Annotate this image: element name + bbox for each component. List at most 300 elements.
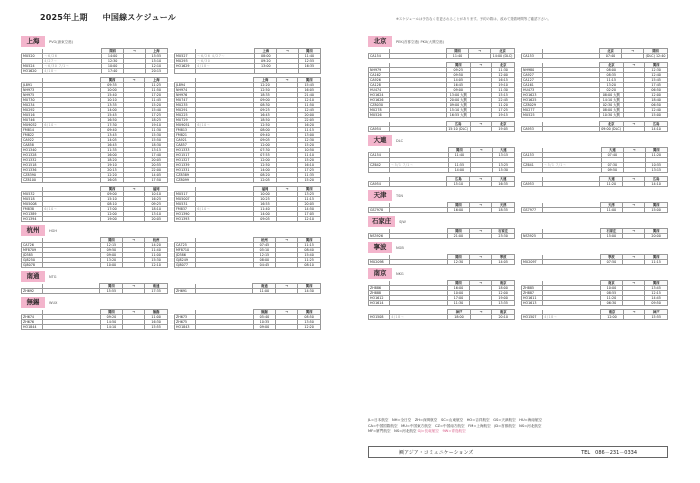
arrival-time: 18:35 xyxy=(492,208,515,213)
header-cell: → xyxy=(623,255,645,260)
flight-row xyxy=(522,301,668,306)
flight-number: MU525 xyxy=(522,113,543,118)
departure-time: 14:00 xyxy=(101,54,123,59)
flight-number xyxy=(175,69,196,74)
header-cell: 天津 xyxy=(600,203,623,208)
arrow-cell xyxy=(470,315,492,320)
arrival-time: 11:30 xyxy=(145,128,168,133)
flight-number: CA153 xyxy=(522,54,543,59)
operating-period: 4/18〜 xyxy=(43,69,102,74)
flight-number: ZH676 xyxy=(22,320,43,325)
operating-period xyxy=(389,168,448,173)
header-cell: 関西 xyxy=(298,78,321,83)
flight-row xyxy=(22,217,168,222)
departure-time: 20:00 大興 xyxy=(447,98,471,103)
flight-number: MU531 xyxy=(175,202,196,207)
departure-time: 09:05 xyxy=(254,217,277,222)
departure-time: 11:00 xyxy=(253,289,276,294)
flight-number: CA726 xyxy=(22,243,43,248)
departure-time: 16:05 xyxy=(101,178,124,183)
operating-period xyxy=(196,69,255,74)
section-header xyxy=(368,190,668,201)
flight-row xyxy=(522,234,668,239)
operating-period: 〜5/1 7/1〜 xyxy=(542,163,601,168)
header-cell: → xyxy=(123,187,145,192)
flight-number: HO1625 xyxy=(522,98,543,103)
flight-number: MU9052 xyxy=(22,123,43,128)
flight-number: HO1611 xyxy=(522,296,543,301)
header-cell: 関西 xyxy=(298,49,320,54)
arrow-cell xyxy=(469,54,491,59)
header-cell: 広島 xyxy=(645,122,668,127)
flight-number: GJ8249 xyxy=(175,258,196,263)
arrow-cell xyxy=(470,127,492,132)
departure-time: 12:15 xyxy=(100,243,123,248)
route-section xyxy=(21,186,321,222)
arrival-time: 16:25 xyxy=(145,197,168,202)
arrival-time: (DLC) 12:40 xyxy=(644,54,668,59)
timetable xyxy=(174,186,321,222)
city-name: 天津 xyxy=(368,190,392,201)
header-cell: → xyxy=(470,122,492,127)
arrival-time: 15:20 xyxy=(298,178,321,183)
section-header xyxy=(21,271,321,282)
flight-number: NS3926 xyxy=(369,234,390,239)
arrival-time: 08:10 xyxy=(298,263,321,268)
timetable xyxy=(521,121,668,132)
departure-time: 12:00 xyxy=(254,158,277,163)
flight-number: FM813 xyxy=(175,128,196,133)
departure-time: 17:00 xyxy=(447,296,470,301)
flight-number: HO1393 xyxy=(175,217,196,222)
flight-row xyxy=(522,182,668,187)
arrival-time: 08:40 xyxy=(298,248,321,253)
flight-number: CA954 xyxy=(369,127,390,132)
departure-time: 16:55 大興 xyxy=(447,113,471,118)
header-cell: 北京 xyxy=(600,63,624,68)
header-cell: 関西 xyxy=(100,284,123,289)
header-cell: 関西 xyxy=(645,281,668,286)
arrow-cell xyxy=(277,69,298,74)
header-cell: → xyxy=(623,177,645,182)
flight-number: MU747 xyxy=(175,98,196,103)
departure-time: 11:00 xyxy=(600,208,623,213)
timetable xyxy=(368,176,515,187)
departure-time: 09:50 xyxy=(100,248,123,253)
arrival-time: 20:05 xyxy=(298,202,321,207)
arrival-time: 15:55 xyxy=(145,54,167,59)
arrow-cell xyxy=(276,217,298,222)
header-cell: → xyxy=(276,238,298,243)
flight-number: CA921 xyxy=(175,138,196,143)
header-cell: 関西 xyxy=(645,203,668,208)
header-cell: 関西 xyxy=(298,310,321,315)
operating-period: 6/10〜 xyxy=(196,207,254,212)
arrow-cell xyxy=(623,182,645,187)
arrival-time: 11:15 xyxy=(298,128,321,133)
arrival-time: 15:00 xyxy=(645,208,668,213)
operating-period xyxy=(43,325,100,330)
arrival-time: 17:45 xyxy=(645,83,668,88)
flight-number: MU291 xyxy=(175,108,196,113)
header-cell: 福岡 xyxy=(145,187,168,192)
flight-row xyxy=(369,301,515,306)
timetable xyxy=(521,62,668,118)
arrival-time: 11:30 xyxy=(492,68,515,73)
timetable xyxy=(174,283,321,294)
arrival-time: 14:50 xyxy=(298,207,321,212)
operating-period xyxy=(543,182,600,187)
departure-time: 14:00 xyxy=(254,168,277,173)
flight-number: CZ642 xyxy=(369,163,390,168)
arrival-time: 11:15 xyxy=(298,243,321,248)
flight-row xyxy=(369,260,515,265)
departure-time: 16:45 xyxy=(254,113,277,118)
departure-time: 09:50 xyxy=(601,168,623,173)
operating-period xyxy=(43,178,101,183)
arrival-time: 18:40 xyxy=(645,98,668,103)
flight-row xyxy=(369,315,515,320)
flight-number: HO1394 xyxy=(22,217,43,222)
header-cell: 関西 xyxy=(447,229,470,234)
departure-time: 18:20 xyxy=(101,158,124,163)
arrival-time: 12:00 xyxy=(492,73,515,78)
timetable xyxy=(174,237,321,268)
flight-number: MU532 xyxy=(22,192,43,197)
flight-row xyxy=(369,208,515,213)
route-section xyxy=(368,36,668,59)
arrow-cell xyxy=(623,234,645,239)
departure-time: 16:55 xyxy=(254,202,277,207)
departure-time: 15:10 大興 xyxy=(447,108,471,113)
arrival-time: 11:15 xyxy=(298,197,321,202)
flight-number: MF8709 xyxy=(22,248,43,253)
departure-time: 12:15 xyxy=(253,253,276,258)
header-cell: → xyxy=(624,148,646,153)
header-cell: → xyxy=(623,229,645,234)
route-section xyxy=(21,77,321,183)
departure-time: 18:00 xyxy=(448,315,471,320)
flight-number: ZH885 xyxy=(522,286,543,291)
airline-legend xyxy=(368,418,668,435)
header-cell: 関西 xyxy=(298,284,321,289)
arrival-time: 12:00 xyxy=(645,93,668,98)
departure-time: 10:00 xyxy=(101,88,124,93)
arrival-time: 15:15 xyxy=(492,93,515,98)
flight-number: CZ8099 xyxy=(175,178,196,183)
departure-time: 10:35 xyxy=(253,320,276,325)
flight-number: HO1332 xyxy=(22,158,43,163)
header-cell: 関西 xyxy=(100,310,123,315)
operating-period xyxy=(543,113,600,118)
timetable-pair xyxy=(368,309,668,320)
arrival-time: 11:25 xyxy=(298,258,321,263)
flight-number: ZH675 xyxy=(175,320,196,325)
flight-number: CZ641 xyxy=(522,163,543,168)
departure-time: 05:10 xyxy=(253,248,276,253)
arrow-cell xyxy=(623,208,645,213)
timetable xyxy=(521,309,668,320)
header-cell: → xyxy=(276,310,298,315)
departure-time: 09:00 xyxy=(254,98,277,103)
departure-time: 08:00 xyxy=(600,68,624,73)
flight-number: MU2098 xyxy=(369,260,390,265)
arrow-cell xyxy=(123,263,145,268)
header-cell: → xyxy=(623,63,645,68)
arrival-time: 13:10 xyxy=(145,212,168,217)
arrival-time: 09:25 xyxy=(145,202,168,207)
arrival-time: 22:00 xyxy=(145,168,168,173)
timetable xyxy=(21,77,168,183)
departure-time: 09:00 xyxy=(100,253,123,258)
airport-code: PEK(首都空港) PKX(大興空港) xyxy=(396,39,444,44)
header-cell: 北京 xyxy=(492,122,515,127)
arrival-time: 15:55 xyxy=(145,325,168,330)
departure-time: 08:55 xyxy=(600,291,623,296)
arrow-cell xyxy=(123,325,145,330)
departure-time: 09:05 xyxy=(254,138,277,143)
operating-period xyxy=(390,113,447,118)
operating-period: 6/10〜 xyxy=(43,207,101,212)
departure-time: 05:40 xyxy=(253,315,276,320)
timetable xyxy=(521,176,668,187)
flight-row xyxy=(175,217,321,222)
operating-period xyxy=(543,301,600,306)
departure-time: 07:45 xyxy=(253,243,276,248)
flight-number: MU730 xyxy=(22,98,43,103)
flight-row xyxy=(175,178,321,183)
timetable xyxy=(368,121,515,132)
airport-code: WUX xyxy=(49,300,58,305)
operating-period xyxy=(196,289,253,294)
left-column xyxy=(21,36,321,333)
timetable xyxy=(368,228,515,239)
timetable-pair xyxy=(21,237,321,268)
arrival-time: 12:10 xyxy=(145,263,168,268)
flight-number: MU526 xyxy=(369,113,390,118)
arrival-time: 12:15 xyxy=(645,291,668,296)
arrival-time: 20:10 xyxy=(492,315,515,320)
operating-period xyxy=(390,54,447,59)
timetable-pair xyxy=(368,48,668,59)
flight-number: MU746 xyxy=(22,118,43,123)
header-cell: 関西 xyxy=(101,187,124,192)
departure-time: 04:45 xyxy=(253,263,276,268)
arrival-time: 11:45 xyxy=(145,98,168,103)
header-cell: 関西 xyxy=(298,187,321,192)
operating-period xyxy=(43,289,100,294)
section-header xyxy=(368,36,668,47)
section-header xyxy=(368,242,668,253)
arrival-time: 12:55 xyxy=(298,59,320,64)
header-cell: 広島 xyxy=(446,122,470,127)
route-section xyxy=(21,271,321,294)
header-cell: 無錫 xyxy=(253,310,276,315)
flight-number: CA162 xyxy=(369,73,390,78)
flight-number: HO1623 xyxy=(522,93,543,98)
departure-time: 10:00 xyxy=(254,192,277,197)
header-cell: → xyxy=(469,49,491,54)
header-cell: 関西 xyxy=(645,229,668,234)
arrival-time: 21:40 xyxy=(298,93,321,98)
arrival-time: 14:10 xyxy=(645,127,668,132)
arrival-time: 14:20 xyxy=(145,243,168,248)
flight-number: JD386 xyxy=(175,253,196,258)
departure-time: 15:10 (DLC) xyxy=(446,127,470,132)
arrival-time: 09:50 xyxy=(645,301,668,306)
timetable xyxy=(368,48,515,59)
header-cell: 関西 xyxy=(645,148,667,153)
departure-time: 11:20 xyxy=(600,182,623,187)
arrow-cell xyxy=(470,301,492,306)
flight-number: HO1844 xyxy=(22,325,43,330)
arrival-time: 19:15 xyxy=(492,113,515,118)
arrival-time: 11:00 xyxy=(145,315,168,320)
operating-period: 〜5/1 7/1〜 xyxy=(389,163,448,168)
arrow-cell xyxy=(624,168,646,173)
arrival-time: 17:20 xyxy=(145,93,168,98)
city-name: 南通 xyxy=(21,271,45,282)
arrival-time: 17:40 xyxy=(145,153,168,158)
operating-period xyxy=(390,208,447,213)
title-name: 中国線スケジュール xyxy=(102,13,176,22)
flight-number: HO1612 xyxy=(369,296,390,301)
legend-line-3b: GJ=長竜航空 9W=青島航空 xyxy=(417,429,466,433)
operating-period: 4/18〜 xyxy=(196,64,255,69)
flight-number: NH976 xyxy=(175,93,196,98)
flight-number: HO1626 xyxy=(369,98,390,103)
arrival-time: 19:05 xyxy=(492,127,515,132)
header-cell: 南京 xyxy=(492,281,515,286)
arrival-time: 11:20 xyxy=(645,153,667,158)
departure-time: 07:40 xyxy=(599,54,622,59)
header-cell: 無錫 xyxy=(145,310,168,315)
departure-time: 13:45 xyxy=(101,133,124,138)
departure-time: 12:05 xyxy=(254,178,277,183)
arrival-time: 11:00 xyxy=(145,253,168,258)
flight-number: GJ8078 xyxy=(22,263,43,268)
arrow-cell xyxy=(623,301,645,306)
departure-time: 08:00 xyxy=(255,54,277,59)
flight-number: NH979 xyxy=(369,68,390,73)
flight-number xyxy=(369,168,390,173)
departure-time: 10:00 xyxy=(101,64,123,69)
departure-time: 18:50 xyxy=(254,118,277,123)
flight-number: HO1614 xyxy=(369,301,390,306)
departure-time: 13:20 xyxy=(600,83,624,88)
operating-period xyxy=(543,260,600,265)
departure-time: 15:00 xyxy=(600,234,623,239)
arrival-time: 18:10 xyxy=(145,207,168,212)
departure-time: 08:00 xyxy=(254,128,277,133)
header-cell: 関西 xyxy=(645,63,668,68)
departure-time: 11:40 xyxy=(448,153,470,158)
departure-time: 16:45 xyxy=(101,143,124,148)
departure-time: 15:40 xyxy=(101,93,124,98)
timetable xyxy=(21,237,168,268)
flight-number: HO1333 xyxy=(175,148,196,153)
arrival-time: 16:35 xyxy=(298,64,320,69)
timetable-pair xyxy=(368,228,668,239)
arrival-time: 11:25 xyxy=(145,83,168,88)
departure-time: 10:00 xyxy=(100,263,123,268)
flight-number: CZ8390 xyxy=(22,173,43,178)
arrow-cell xyxy=(123,289,145,294)
departure-time: 11:40 xyxy=(254,207,277,212)
timetable-pair xyxy=(368,254,668,265)
arrival-time: 16:10 xyxy=(298,163,321,168)
flight-number: CA857 xyxy=(175,143,196,148)
city-name: 上海 xyxy=(21,36,45,47)
departure-time: 12:00 xyxy=(601,315,624,320)
departure-time: 08:35 xyxy=(600,73,624,78)
departure-time: 18:35 xyxy=(254,93,277,98)
departure-time: 17:30 xyxy=(101,123,124,128)
header-cell: 関西 xyxy=(447,281,470,286)
arrival-time: 15:40 xyxy=(145,108,168,113)
flight-number: CA926 xyxy=(369,78,390,83)
header-cell: 石家庄 xyxy=(492,229,515,234)
flight-number: HO1339 xyxy=(175,163,196,168)
header-cell: → xyxy=(276,187,298,192)
flight-row xyxy=(175,69,321,74)
departure-time: 20:15 xyxy=(101,168,124,173)
departure-time xyxy=(255,69,277,74)
route-section xyxy=(368,242,668,265)
flight-number: HO1620 xyxy=(22,69,43,74)
departure-time: 12:20 xyxy=(101,173,124,178)
timetable xyxy=(174,48,321,74)
timetable-pair xyxy=(368,147,668,173)
legend-line-3a: MF=厦門航空 NS=河北航空 xyxy=(368,429,417,433)
operating-period xyxy=(196,178,254,183)
arrival-time: 15:10 xyxy=(145,59,167,64)
arrival-time: 18:25 xyxy=(145,118,168,123)
route-section xyxy=(368,121,668,132)
operating-period xyxy=(542,168,601,173)
section-header xyxy=(21,297,321,308)
flight-row xyxy=(175,325,321,330)
arrival-time: 06:50 xyxy=(645,88,668,93)
flight-number: HO1336 xyxy=(22,168,43,173)
departure-time: 06:30 xyxy=(600,301,623,306)
operating-period xyxy=(543,127,600,132)
operating-period xyxy=(390,260,447,265)
departure-time: 11:55 xyxy=(448,163,470,168)
flight-row xyxy=(22,178,168,183)
flight-number: HU474 xyxy=(369,88,390,93)
city-name: 寧波 xyxy=(368,242,392,253)
arrival-time: 08:50 xyxy=(298,315,321,320)
arrow-cell xyxy=(623,127,645,132)
arrival-time: 12:30 xyxy=(298,138,321,143)
arrival-time: 10:50 xyxy=(298,148,321,153)
arrival-time: 15:30 xyxy=(145,258,168,263)
route-section xyxy=(368,309,668,320)
operating-period: 6/10〜 xyxy=(196,123,254,128)
header-cell: 南京 xyxy=(492,310,515,315)
departure-time: 09:00 xyxy=(447,88,471,93)
header-cell: → xyxy=(471,148,493,153)
flight-number: MU278 xyxy=(369,108,390,113)
flight-number: CA954 xyxy=(369,182,390,187)
flight-number: HO1331 xyxy=(175,168,196,173)
disclaimer-note: ※スケジュールは予告なく変更されることがあります。予約の際は、改めて発着時間等ご確認下さい。 xyxy=(396,17,551,21)
operating-period xyxy=(196,263,253,268)
arrival-time: 14:10 xyxy=(645,182,668,187)
airport-code: DLC xyxy=(396,138,404,143)
arrow-cell xyxy=(123,178,145,183)
